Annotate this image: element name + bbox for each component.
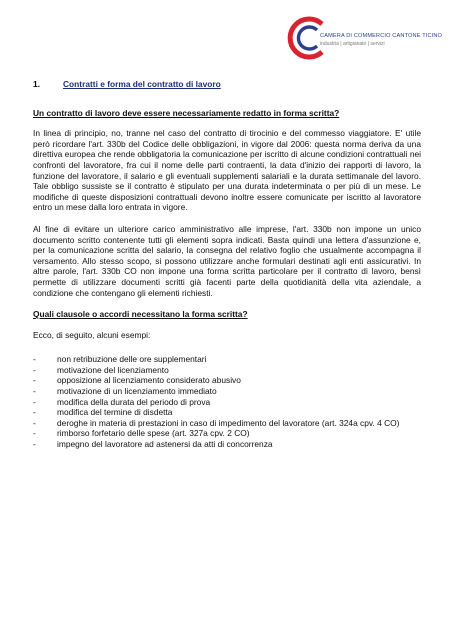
list-item: - deroghe in materia di prestazioni in caso di impedimento del lavoratore (art. 324a cpv. 4 CO) xyxy=(33,417,400,428)
section-heading xyxy=(33,79,421,90)
examples-list xyxy=(33,354,421,449)
section-title: Contratti e forma del contratto di lavoro xyxy=(63,79,221,89)
list-item: - motivazione del licenziamento xyxy=(33,364,169,375)
list-dash: - xyxy=(33,417,36,428)
list-item: - motivazione di un licenziamento immediato xyxy=(33,386,217,397)
list-dash: - xyxy=(33,407,36,418)
list-dash: - xyxy=(33,364,36,375)
list-item: - opposizione al licenziamento considerato abusivo xyxy=(33,375,241,386)
question-heading-clauses: Quali clausole o accordi necessitano la forma scritta? xyxy=(33,309,248,320)
list-dash: - xyxy=(33,439,36,450)
paragraph-principle: In linea di principio, no, tranne nel caso del contratto di tirocinio e del commesso viaggiatore. E' utile però ricordare l'art. 330b del Codice delle obbligazioni, in vigore dal 2006: questa norma deriva da una direttiva europea che rende obbligatoria la comunicazione per iscritto di alcune condizioni contrattuali nei confronti del lavoratore, fra cui il nome delle parti contraenti, la data d'inizio dei rapporti di lavoro, la funzione del lavoratore, il salario e gli eventuali supplementi salariali e la durata settimanale del lavoro. Tale obbligo sussiste se il contratto è stipulato per una durata indeterminata o per più di un mese. Le modifiche di queste disposizioni contrattuali devono inoltre essere comunicate per iscritto al lavoratore entro un mese dalla loro entrata in vigore. xyxy=(33,128,421,213)
list-item: - impegno del lavoratore ad astenersi da atti di concorrenza xyxy=(33,439,273,450)
examples-intro: Ecco, di seguito, alcuni esempi: xyxy=(33,329,151,340)
chamber-tagline: industria | artigianato | servizi xyxy=(320,41,385,47)
list-dash: - xyxy=(33,375,36,386)
document-body xyxy=(33,79,421,450)
paragraph-administrative-load: Al fine di evitare un ulteriore carico amministrativo alle imprese, l'art. 330b non impone un unico documento scritto contenente tutti gli elementi sopra indicati. Basta quindi una lettera d'assunzione e, per la comunicazione scritta del salario, la consegna del relativo foglio che usualmente accompagna il versamento. Allo stesso scopo, si possono utilizzare anche formulari destinati agli enti assicurativi. In altre parole, l'art. 330b CO non impone una forma scritta particolare per il contratto di lavoro, bensì permette di utilizzare documenti scritti già facenti parte della quotidianità della vita aziendale, a condizione che contengano gli elementi richiesti. xyxy=(33,223,421,298)
list-item: - non retribuzione delle ore supplementari xyxy=(33,354,207,365)
list-dash: - xyxy=(33,354,36,365)
list-dash: - xyxy=(33,428,36,439)
question-heading-written-form: Un contratto di lavoro deve essere necessariamente redatto in forma scritta? xyxy=(33,107,340,118)
chamber-name: CAMERA DI COMMERCIO CANTONE TICINO xyxy=(320,33,443,39)
list-dash: - xyxy=(33,386,36,397)
section-number: 1. xyxy=(33,79,40,89)
list-dash: - xyxy=(33,396,36,407)
list-item: - modifica del termine di disdetta xyxy=(33,407,173,418)
chamber-logo xyxy=(284,12,444,68)
chamber-logo-text xyxy=(320,32,444,48)
list-item: - modifica della durata del periodo di prova xyxy=(33,396,211,407)
list-item: - rimborso forfetario delle spese (art. 327a cpv. 2 CO) xyxy=(33,428,250,439)
